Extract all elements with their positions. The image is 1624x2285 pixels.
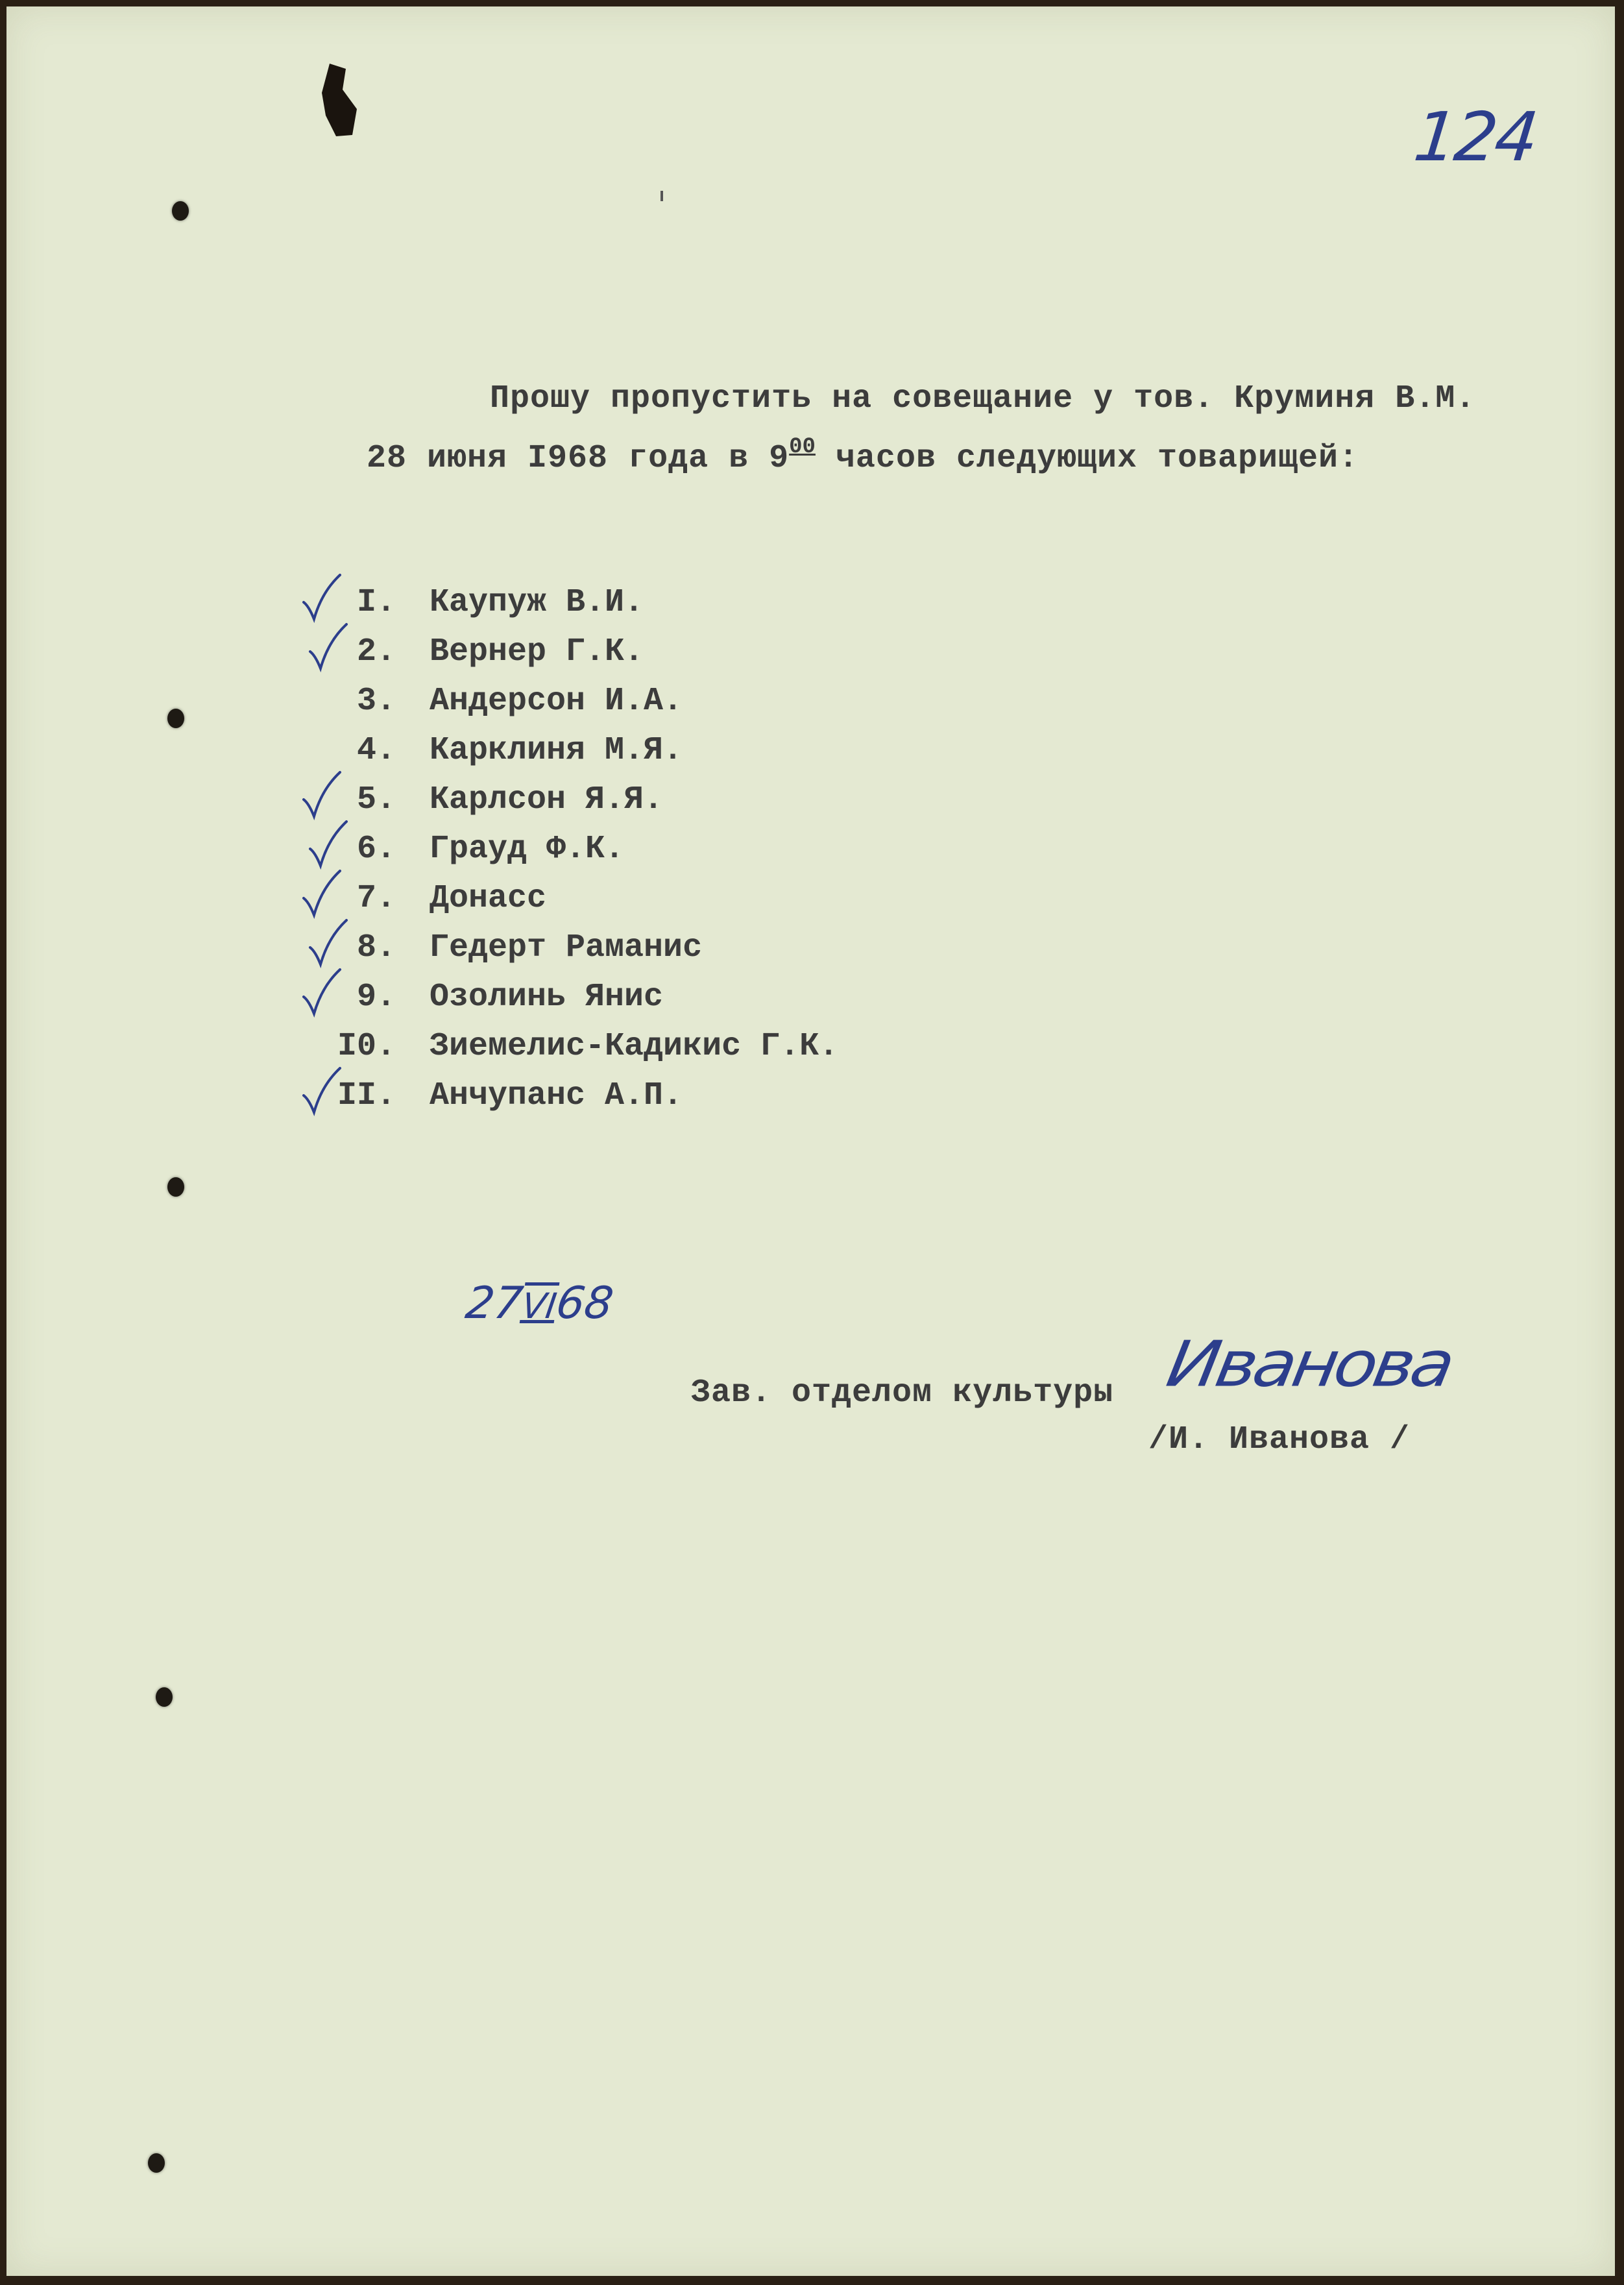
list-item [6, 929, 1615, 968]
torn-paper-mark [317, 64, 362, 141]
signature-position-title: Зав. отделом культуры [691, 1375, 1114, 1411]
list-item-name: Озолинь Янис [430, 979, 664, 1016]
list-item-number: I. [356, 584, 396, 621]
list-item-name: Грауд Ф.К. [430, 831, 625, 868]
document-sheet [6, 6, 1615, 2276]
list-item-name: Донасс [430, 880, 547, 917]
list-item-number: 7. [356, 880, 396, 917]
date-month: VI [519, 1286, 559, 1326]
punch-hole [148, 2153, 165, 2173]
list-item [6, 979, 1615, 1018]
list-item [6, 732, 1615, 771]
punch-hole [167, 1177, 184, 1197]
list-item [6, 584, 1615, 623]
list-item-name: Анчупанс А.П. [430, 1077, 683, 1114]
list-item-number: 8. [356, 929, 396, 966]
list-item-name: Зиемелис-Кадикис Г.К. [430, 1028, 839, 1065]
list-item-number: 9. [356, 979, 396, 1016]
punch-hole [172, 201, 189, 221]
header-line-1: Прошу пропустить на совещание у тов. Круминя В.М. [490, 380, 1476, 417]
list-item [6, 633, 1615, 672]
ink-speck [661, 191, 663, 201]
list-item-name: Андерсон И.А. [430, 683, 683, 720]
signer-name: /И. Иванова / [1148, 1421, 1411, 1458]
header-line-2 [367, 435, 1359, 477]
handwritten-date [399, 1227, 624, 1380]
list-item-number: II. [337, 1077, 396, 1114]
punch-hole [156, 1687, 173, 1707]
time-minutes-superscript: 00 [789, 435, 816, 459]
list-item-number: 6. [356, 831, 396, 868]
list-item-number: 2. [356, 633, 396, 670]
list-item-number: 4. [356, 732, 396, 769]
list-item-name: Карклиня М.Я. [430, 732, 683, 769]
header-line-2-prefix: 28 июня I968 года в 9 [367, 440, 790, 477]
list-item [6, 1028, 1615, 1067]
list-item [6, 831, 1615, 870]
list-item-number: I0. [337, 1028, 396, 1065]
archive-page-number: 124 [1410, 97, 1540, 177]
date-year: 68 [553, 1278, 616, 1329]
list-item [6, 683, 1615, 722]
list-item-name: Вернер Г.К. [430, 633, 644, 670]
list-item [6, 1077, 1615, 1116]
list-item-name: Каупуж В.И. [430, 584, 644, 621]
list-item [6, 880, 1615, 919]
date-day: 27 [462, 1278, 526, 1329]
list-item-name: Гедерт Раманис [430, 929, 703, 966]
header-line-2-suffix: часов следующих товарищей: [815, 440, 1359, 477]
list-item-number: 3. [356, 683, 396, 720]
list-item-name: Карлсон Я.Я. [430, 781, 664, 818]
list-item-number: 5. [356, 781, 396, 818]
handwritten-signature: Иванова [1161, 1328, 1457, 1401]
list-item [6, 781, 1615, 820]
